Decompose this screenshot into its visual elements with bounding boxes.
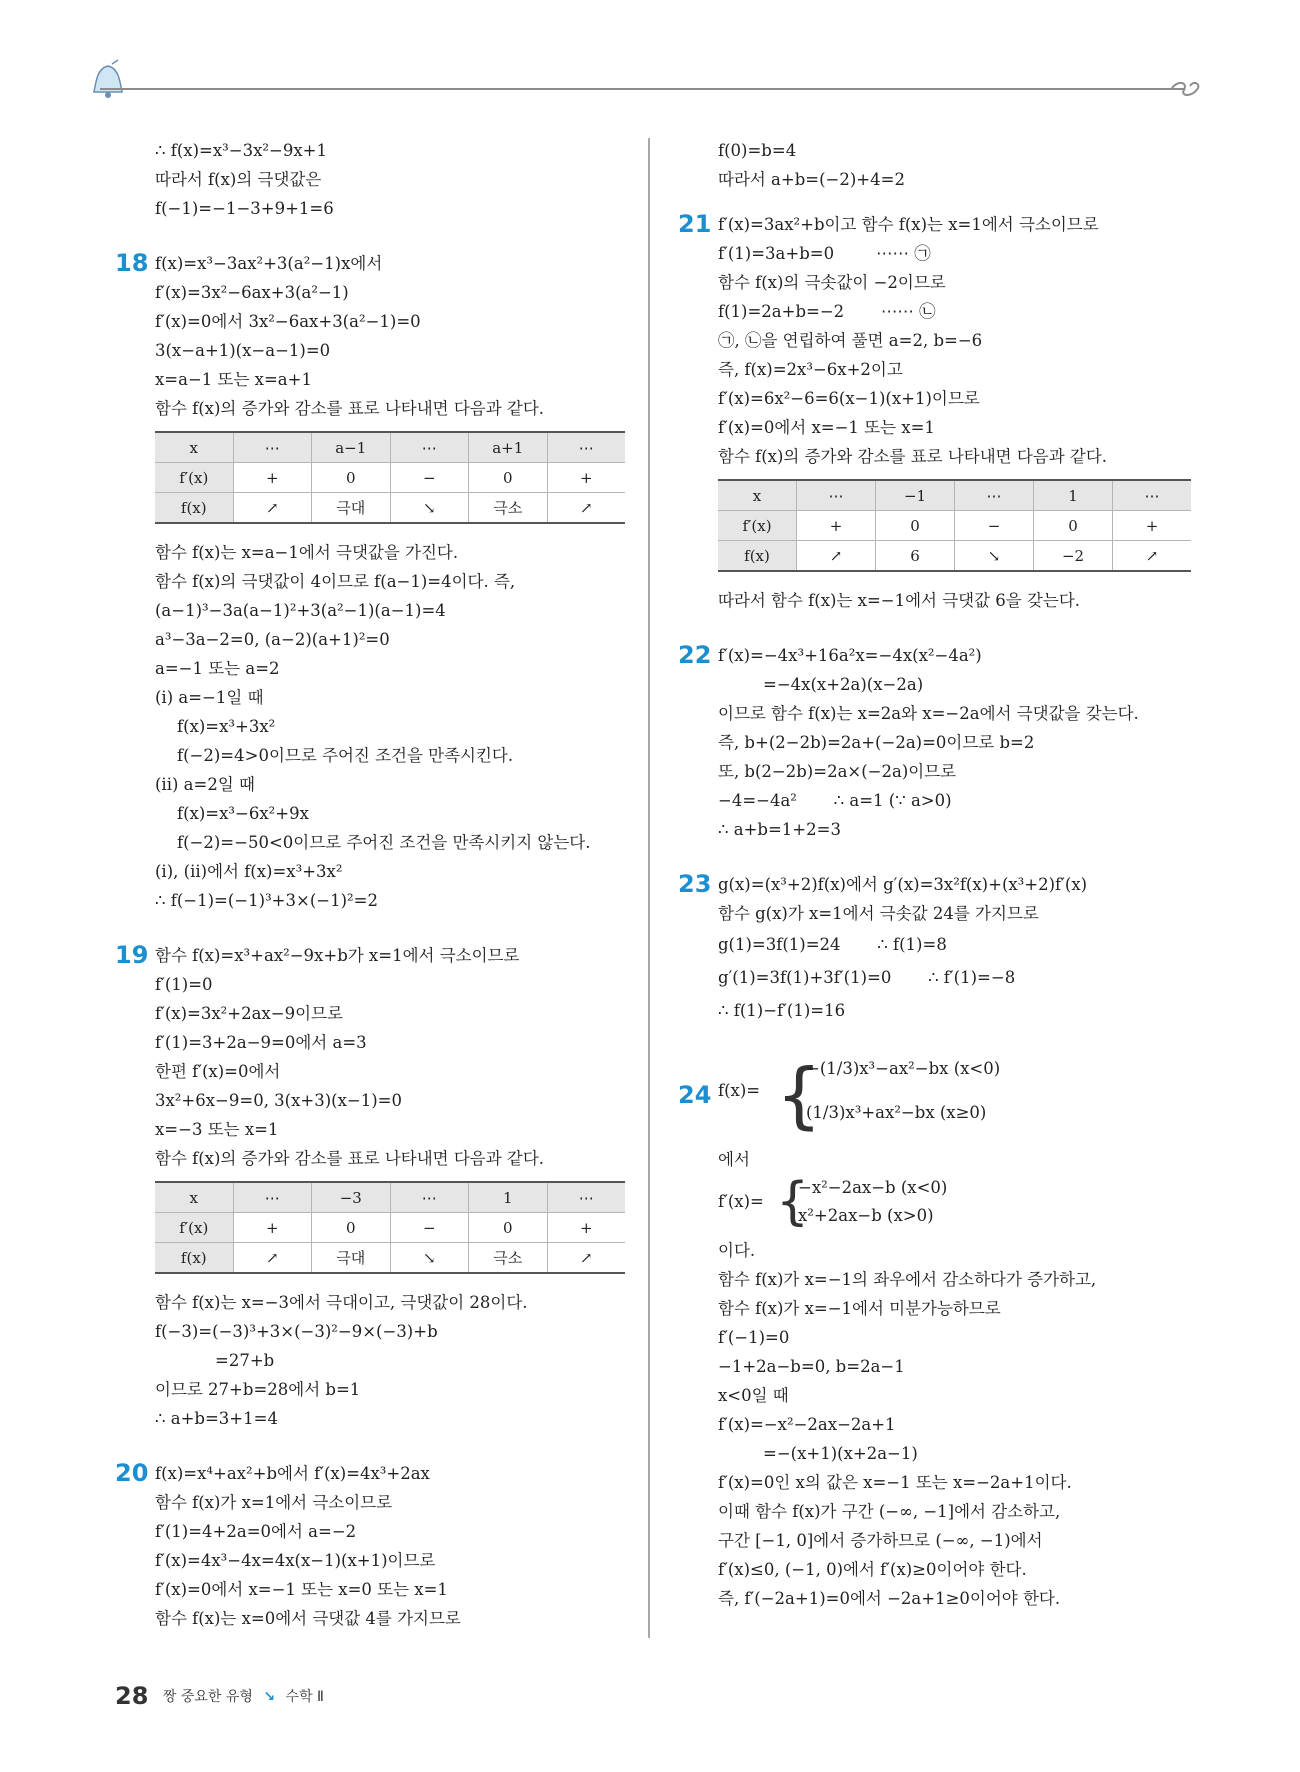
problem-24-definition <box>678 1053 1193 1145</box>
text-line: (a−1)³−3a(a−1)²+3(a²−1)(a−1)=4 <box>155 601 446 620</box>
text-line: f(1)=2a+b=−2 ⋯⋯ ㉡ <box>718 302 936 321</box>
text-line: f′(x)=0에서 x=−1 또는 x=1 <box>718 418 935 437</box>
table-cell: f′(x) <box>155 463 233 493</box>
text-line: 함수 f(x)는 x=0에서 극댓값 4를 가지므로 <box>155 1609 461 1628</box>
table-cell: f(x) <box>718 541 797 572</box>
text-line: 따라서 a+b=(−2)+4=2 <box>718 170 905 189</box>
text-line: 한편 f′(x)=0에서 <box>155 1062 281 1081</box>
text-line: 함수 f(x)의 증가와 감소를 표로 나타내면 다음과 같다. <box>155 1149 545 1168</box>
text-line: ∴ f(x)=x³−3x²−9x+1 <box>155 141 327 160</box>
table-cell: 6 <box>876 541 955 572</box>
table-cell: ⋯ <box>547 1182 625 1213</box>
table-cell: f(x) <box>155 1243 233 1274</box>
text-line: g(1)=3f(1)=24 ∴ f(1)=8 <box>718 935 947 954</box>
text-line: x=a−1 또는 x=a+1 <box>155 370 312 389</box>
text-line: f(x)=x⁴+ax²+b에서 f′(x)=4x³+2ax <box>155 1464 430 1483</box>
text-line: 구간 [−1, 0]에서 증가하므로 (−∞, −1)에서 <box>718 1531 1043 1550</box>
text-line: f′(x)=0인 x의 값은 x=−1 또는 x=−2a+1이다. <box>718 1473 1072 1492</box>
table-cell: f′(x) <box>718 511 797 541</box>
table-cell: ⋯ <box>1113 480 1192 511</box>
table-cell: 0 <box>312 1213 391 1243</box>
problem-number: 18 <box>115 249 149 277</box>
table-cell: 0 <box>311 463 390 493</box>
text-line: f′(x)≤0, (−1, 0)에서 f′(x)≥0이어야 한다. <box>718 1560 1027 1579</box>
ribbon-icon <box>1170 78 1202 102</box>
table-cell: − <box>390 463 468 493</box>
text-line: 함수 f(x)의 증가와 감소를 표로 나타내면 다음과 같다. <box>718 447 1108 466</box>
text-line: 이때 함수 f(x)가 구간 (−∞, −1]에서 감소하고, <box>718 1502 1061 1521</box>
text-line: f(−3)=(−3)³+3×(−3)²−9×(−3)+b <box>155 1322 438 1341</box>
text-line: f′(x)=0에서 x=−1 또는 x=0 또는 x=1 <box>155 1580 448 1599</box>
text-line: f′(1)=3a+b=0 ⋯⋯ ㉠ <box>718 244 931 263</box>
table-cell: + <box>233 1213 311 1243</box>
brace-icon: { <box>776 1172 810 1232</box>
text-line: (i), (ii)에서 f(x)=x³+3x² <box>155 862 343 881</box>
increase-decrease-table <box>718 479 1191 572</box>
subject-label: 수학 Ⅱ <box>285 1689 324 1705</box>
text-line: f′(x)=−4x³+16a²x=−4x(x²−4a²) <box>718 646 982 665</box>
case-1: −(1/3)x³−ax²−bx (x<0) <box>806 1059 1001 1078</box>
table-cell: −2 <box>1034 541 1113 572</box>
table-cell: −1 <box>876 480 955 511</box>
table-cell: ↗ <box>547 493 625 524</box>
table-cell: 1 <box>1034 480 1113 511</box>
table-cell: ↗ <box>797 541 876 572</box>
problem-18 <box>115 249 625 423</box>
text-line: 함수 f(x)의 극댓값이 4이므로 f(a−1)=4이다. 즉, <box>155 572 516 591</box>
text-line: f′(x)=6x²−6=6(x−1)(x+1)이므로 <box>718 389 980 408</box>
case-2: x²+2ax−b (x>0) <box>798 1206 934 1225</box>
table-cell: ↗ <box>1113 541 1192 572</box>
problem-number: 19 <box>115 941 149 969</box>
problem-19-continued <box>115 1288 625 1433</box>
text-line: 함수 f(x)가 x=−1에서 미분가능하므로 <box>718 1299 1001 1318</box>
text-line: f′(x)=3x²−6ax+3(a²−1) <box>155 283 349 302</box>
text-line: f′(1)=0 <box>155 975 213 994</box>
text-line: 따라서 함수 f(x)는 x=−1에서 극댓값 6을 갖는다. <box>718 591 1081 610</box>
problem-22 <box>678 641 1193 844</box>
problem-20 <box>115 1459 625 1633</box>
text-line: =27+b <box>215 1351 275 1370</box>
table-cell: ↘ <box>955 541 1034 572</box>
table-cell: 극소 <box>468 493 547 524</box>
table-cell: 0 <box>468 463 547 493</box>
text-line: ∴ a+b=1+2=3 <box>718 820 841 839</box>
text-line: 이므로 함수 f(x)는 x=2a와 x=−2a에서 극댓값을 갖는다. <box>718 704 1139 723</box>
text-line: 3x²+6x−9=0, 3(x+3)(x−1)=0 <box>155 1091 403 1110</box>
table-cell: − <box>955 511 1034 541</box>
table-cell: + <box>547 1213 625 1243</box>
text-line: f′(x)=−x²−2ax−2a+1 <box>718 1415 896 1434</box>
text-line: f(x)=x³−3ax²+3(a²−1)x에서 <box>155 254 383 273</box>
text-line: f′(x)=3x²+2ax−9이므로 <box>155 1004 343 1023</box>
text-line: 즉, f(x)=2x³−6x+2이고 <box>718 360 903 379</box>
text-line: 즉, b+(2−2b)=2a+(−2a)=0이므로 b=2 <box>718 733 1035 752</box>
function-label: f(x)= <box>718 1081 761 1100</box>
brace-icon: { <box>776 1053 822 1137</box>
table-cell: ↗ <box>233 1243 311 1274</box>
text-line: 즉, f′(−2a+1)=0에서 −2a+1≥0이어야 한다. <box>718 1589 1061 1608</box>
text-line: f(−2)=4>0이므로 주어진 조건을 만족시킨다. <box>177 746 514 765</box>
table-cell: ⋯ <box>233 432 311 463</box>
table-cell: ⋯ <box>547 432 625 463</box>
table-cell: 극소 <box>469 1243 547 1274</box>
text-line: ㉠, ㉡을 연립하여 풀면 a=2, b=−6 <box>718 331 983 350</box>
text-line: 함수 f(x)가 x=1에서 극소이므로 <box>155 1493 393 1512</box>
derivative-label: f′(x)= <box>718 1192 764 1211</box>
text-line: x=−3 또는 x=1 <box>155 1120 279 1139</box>
text-line: ∴ f(1)−f′(1)=16 <box>718 1001 846 1020</box>
text-line: f′(1)=4+2a=0에서 a=−2 <box>155 1522 357 1541</box>
problem-number: 22 <box>678 641 712 669</box>
page-number: 28 <box>115 1682 149 1710</box>
text-line: f(x)=x³−6x²+9x <box>177 804 309 823</box>
problem-23 <box>678 870 1193 1027</box>
text-line: g(x)=(x³+2)f(x)에서 g′(x)=3x²f(x)+(x³+2)f′(x) <box>718 875 1088 894</box>
table-cell: + <box>233 463 311 493</box>
problem-21-continued <box>678 586 1193 615</box>
table-cell: 0 <box>1034 511 1113 541</box>
text-line: 함수 g(x)가 x=1에서 극솟값 24를 가지므로 <box>718 904 1039 923</box>
problem-19 <box>115 941 625 1173</box>
problem-number: 20 <box>115 1459 149 1487</box>
table-cell: 0 <box>469 1213 547 1243</box>
table-cell: ⋯ <box>797 480 876 511</box>
case-2: (1/3)x³+ax²−bx (x≥0) <box>806 1103 987 1122</box>
table-cell: ↘ <box>390 1243 468 1274</box>
problem-number: 21 <box>678 210 712 238</box>
problem-24 <box>678 1145 1193 1613</box>
text-line: 이다. <box>718 1241 756 1260</box>
table-cell: − <box>390 1213 468 1243</box>
left-intro <box>115 136 625 223</box>
table-cell: −3 <box>312 1182 391 1213</box>
text-line: 3(x−a+1)(x−a−1)=0 <box>155 341 331 360</box>
table-cell: 0 <box>876 511 955 541</box>
text-line: f′(x)=4x³−4x=4x(x−1)(x+1)이므로 <box>155 1551 436 1570</box>
table-cell: 1 <box>469 1182 547 1213</box>
table-cell: ↗ <box>547 1243 625 1274</box>
text-line: f(0)=b=4 <box>718 141 797 160</box>
right-intro <box>678 136 1193 194</box>
derivative-definition <box>718 1174 1193 1236</box>
table-cell: ⋯ <box>390 432 468 463</box>
text-line: ∴ a+b=3+1=4 <box>155 1409 278 1428</box>
right-column <box>678 136 1193 1613</box>
table-cell: + <box>797 511 876 541</box>
table-cell: ↘ <box>390 493 468 524</box>
book-title: 짱 중요한 유형 <box>162 1689 253 1705</box>
text-line: −4=−4a² ∴ a=1 (∵ a>0) <box>718 791 952 810</box>
text-line: 함수 f(x)가 x=−1의 좌우에서 감소하다가 증가하고, <box>718 1270 1097 1289</box>
column-divider <box>648 138 650 1638</box>
table-cell: a+1 <box>468 432 547 463</box>
text-line: =−4x(x+2a)(x−2a) <box>763 675 924 694</box>
problem-number: 24 <box>678 1081 712 1109</box>
text-line: ∴ f(−1)=(−1)³+3×(−1)²=2 <box>155 891 378 910</box>
text-line: 함수 f(x)=x³+ax²−9x+b가 x=1에서 극소이므로 <box>155 946 520 965</box>
text-line: a³−3a−2=0, (a−2)(a+1)²=0 <box>155 630 390 649</box>
text-line: −1+2a−b=0, b=2a−1 <box>718 1357 905 1376</box>
text-line: f(−2)=−50<0이므로 주어진 조건을 만족시키지 않는다. <box>177 833 591 852</box>
table-cell: f′(x) <box>155 1213 233 1243</box>
text-line: 함수 f(x)의 극솟값이 −2이므로 <box>718 273 946 292</box>
text-line: 함수 f(x)의 증가와 감소를 표로 나타내면 다음과 같다. <box>155 399 545 418</box>
text-line: 이므로 27+b=28에서 b=1 <box>155 1380 361 1399</box>
bell-logo-icon <box>88 58 128 102</box>
table-cell: + <box>1113 511 1192 541</box>
table-cell: ⋯ <box>390 1182 468 1213</box>
problem-21 <box>678 210 1193 471</box>
case-1: −x²−2ax−b (x<0) <box>798 1178 948 1197</box>
text-line: f′(−1)=0 <box>718 1328 790 1347</box>
text-line: f′(1)=3+2a−9=0에서 a=3 <box>155 1033 367 1052</box>
text-line: 함수 f(x)는 x=a−1에서 극댓값을 가진다. <box>155 543 459 562</box>
table-cell: 극대 <box>312 1243 391 1274</box>
table-cell: + <box>547 463 625 493</box>
table-cell: 극대 <box>311 493 390 524</box>
text-line: (i) a=−1일 때 <box>155 688 264 707</box>
text-line: 함수 f(x)는 x=−3에서 극대이고, 극댓값이 28이다. <box>155 1293 528 1312</box>
page-footer <box>115 1682 324 1710</box>
text-line: f(−1)=−1−3+9+1=6 <box>155 199 334 218</box>
header-rule <box>100 88 1185 90</box>
table-cell: x <box>155 1182 233 1213</box>
table-cell: x <box>718 480 797 511</box>
text-line: a=−1 또는 a=2 <box>155 659 280 678</box>
text-line: f′(x)=0에서 3x²−6ax+3(a²−1)=0 <box>155 312 421 331</box>
table-cell: ↗ <box>233 493 311 524</box>
text-line: 에서 <box>718 1150 750 1169</box>
text-line: f′(x)=3ax²+b이고 함수 f(x)는 x=1에서 극소이므로 <box>718 215 1099 234</box>
table-cell: ⋯ <box>955 480 1034 511</box>
text-line: =−(x+1)(x+2a−1) <box>763 1444 918 1463</box>
table-cell: x <box>155 432 233 463</box>
left-column <box>115 136 625 1633</box>
text-line: 따라서 f(x)의 극댓값은 <box>155 170 322 189</box>
text-line: g′(1)=3f(1)+3f′(1)=0 ∴ f′(1)=−8 <box>718 968 1016 987</box>
text-line: x<0일 때 <box>718 1386 789 1405</box>
text-line: f(x)=x³+3x² <box>177 717 276 736</box>
text-line: 또, b(2−2b)=2a×(−2a)이므로 <box>718 762 957 781</box>
problem-number: 23 <box>678 870 712 898</box>
text-line: (ii) a=2일 때 <box>155 775 255 794</box>
table-cell: f(x) <box>155 493 233 524</box>
table-cell: a−1 <box>311 432 390 463</box>
table-cell: ⋯ <box>233 1182 311 1213</box>
increase-decrease-table <box>155 1181 625 1274</box>
increase-decrease-table <box>155 431 625 524</box>
problem-18-continued <box>115 538 625 915</box>
arrow-icon: ↘ <box>263 1689 276 1705</box>
